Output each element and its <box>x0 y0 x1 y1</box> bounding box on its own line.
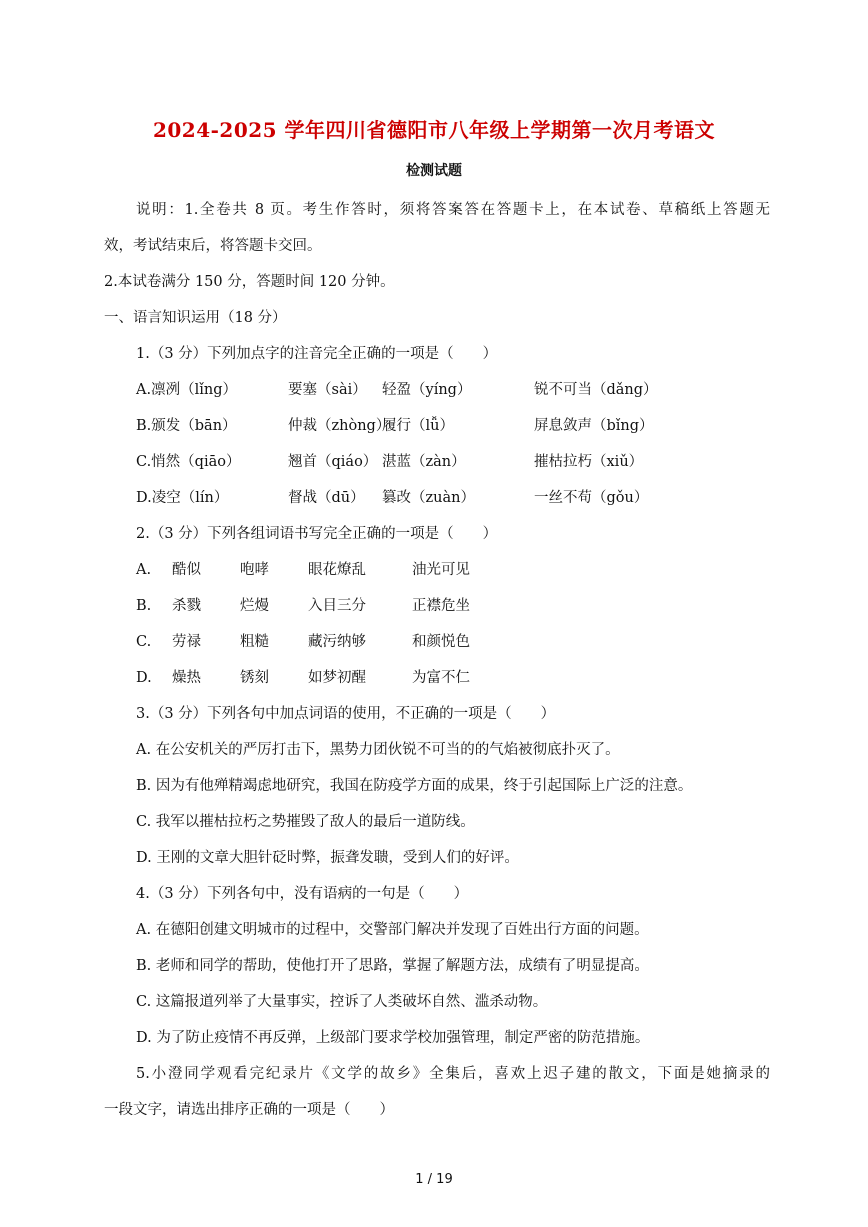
question-4-option-b: B. 老师和同学的帮助，使他打开了思路，掌握了解题方法，成绩有了明显提高。 <box>136 958 649 974</box>
question-2-option-a: A. 酷似 咆哮 眼花燎乱 油光可见 <box>136 562 470 578</box>
question-1-option-d: D.凌空（lín） 督战（dū） 篡改（zuàn） 一丝不苟（gǒu） <box>136 490 649 506</box>
question-1-option-b: B.颁发（bān） 仲裁（zhòng） 履行（lǚ） 屏息敛声（bǐng） <box>136 418 654 434</box>
question-4-stem: 4.（3 分）下列各句中，没有语病的一句是（ ） <box>136 886 469 902</box>
document-subtitle: 检测试题 <box>406 163 462 179</box>
question-2-option-c: C. 劳禄 粗糙 藏污纳够 和颜悦色 <box>136 634 470 650</box>
question-2-option-b: B. 杀戮 烂熳 入目三分 正襟危坐 <box>136 598 470 614</box>
question-5-stem-line-1: 5.小澄同学观看完纪录片《文学的故乡》全集后，喜欢上迟子建的散文，下面是她摘录的 <box>136 1066 770 1082</box>
question-3-stem: 3.（3 分）下列各句中加点词语的使用，不正确的一项是（ ） <box>136 706 556 722</box>
instructions-line-3: 2.本试卷满分 150 分，答题时间 120 分钟。 <box>104 274 395 290</box>
document-title: 2024-2025 学年四川省德阳市八年级上学期第一次月考语文 <box>152 118 716 142</box>
question-2-option-d: D. 燥热 锈刻 如梦初醒 为富不仁 <box>136 670 470 686</box>
question-3-option-a: A. 在公安机关的严厉打击下，黑势力团伙锐不可当的的气焰被彻底扑灭了。 <box>136 742 620 758</box>
question-1-stem: 1.（3 分）下列加点字的注音完全正确的一项是（ ） <box>136 346 498 362</box>
section-heading: 一、语言知识运用（18 分） <box>104 310 287 326</box>
instructions-line-1: 说明：1.全卷共 8 页。考生作答时，须将答案答在答题卡上，在本试卷、草稿纸上答题无 <box>136 202 770 218</box>
question-1-option-a: A.凛冽（lǐng） 要塞（sài） 轻盈（yíng） 锐不可当（dǎng） <box>136 382 658 398</box>
question-3-option-c: C. 我军以摧枯拉朽之势摧毁了敌人的最后一道防线。 <box>136 814 475 830</box>
question-4-option-a: A. 在德阳创建文明城市的过程中，交警部门解决并发现了百姓出行方面的问题。 <box>136 922 649 938</box>
question-1-option-c: C.悄然（qiāo） 翘首（qiáo） 湛蓝（zàn） 摧枯拉朽（xiǔ） <box>136 454 644 470</box>
instructions-line-2: 效，考试结束后，将答题卡交回。 <box>104 238 322 254</box>
question-3-option-b: B. 因为有他殚精竭虑地研究，我国在防疫学方面的成果，终于引起国际上广泛的注意。 <box>136 778 693 794</box>
question-2-stem: 2.（3 分）下列各组词语书写完全正确的一项是（ ） <box>136 526 498 542</box>
question-4-option-c: C. 这篇报道列举了大量事实，控诉了人类破坏自然、滥杀动物。 <box>136 994 548 1010</box>
question-4-option-d: D. 为了防止疫情不再反弹，上级部门要求学校加强管理，制定严密的防范措施。 <box>136 1030 650 1046</box>
question-5-stem-line-2: 一段文字，请选出排序正确的一项是（ ） <box>104 1102 394 1118</box>
document-body <box>104 192 770 1128</box>
page-number: 1 / 19 <box>415 1172 453 1187</box>
question-3-option-d: D. 王刚的文章大胆针砭时弊，振聋发聩，受到人们的好评。 <box>136 850 519 866</box>
